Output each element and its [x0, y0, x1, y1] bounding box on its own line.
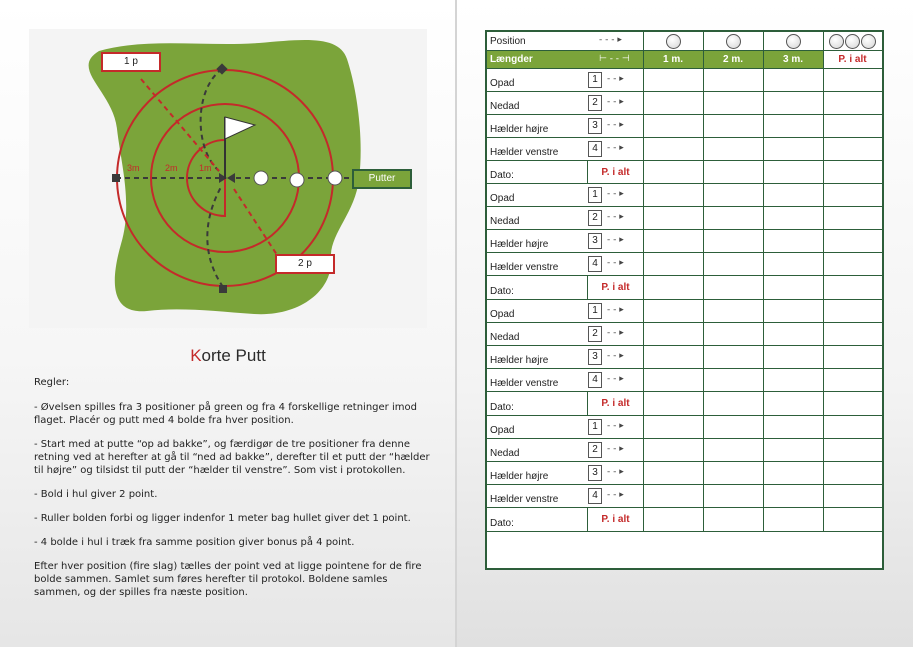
- direction-label: Nedad: [490, 216, 520, 227]
- column-divider: [643, 276, 644, 299]
- column-divider: [703, 253, 704, 275]
- dist-3m-label: 3m: [127, 163, 140, 173]
- total-cell[interactable]: [703, 392, 763, 415]
- score-cell[interactable]: [703, 230, 763, 252]
- ball-position-total: [823, 32, 882, 50]
- column-divider: [643, 230, 644, 252]
- score-row: [487, 369, 882, 392]
- score-cell[interactable]: [643, 253, 703, 275]
- direction-label: Opad: [490, 425, 515, 436]
- score-cell[interactable]: [823, 253, 882, 275]
- score-cell[interactable]: [763, 300, 823, 322]
- score-cell[interactable]: [703, 92, 763, 114]
- arrow-icon: - - ▸: [607, 212, 624, 222]
- score-row: [487, 230, 882, 253]
- column-divider: [763, 69, 764, 91]
- direction-label: Nedad: [490, 448, 520, 459]
- score-cell[interactable]: [823, 230, 882, 252]
- column-divider: [703, 300, 704, 322]
- direction-label: Hælder højre: [490, 355, 549, 366]
- column-divider: [643, 323, 644, 345]
- score-row: [487, 462, 882, 485]
- column-divider: [823, 92, 824, 114]
- direction-number: 4: [588, 141, 602, 157]
- direction-number: 4: [588, 256, 602, 272]
- score-row: [487, 115, 882, 138]
- column-divider: [763, 346, 764, 368]
- direction-label: Hælder venstre: [490, 262, 559, 273]
- column-divider: [823, 369, 824, 391]
- date-row: [487, 276, 882, 300]
- column-divider: [703, 485, 704, 507]
- column-divider: [703, 115, 704, 137]
- position-row: [487, 32, 882, 51]
- column-divider: [823, 253, 824, 275]
- score-cell[interactable]: [763, 138, 823, 160]
- column-divider: [703, 346, 704, 368]
- golf-ball-icon: [666, 34, 681, 49]
- score-cell[interactable]: [823, 69, 882, 91]
- direction-number: 3: [588, 233, 602, 249]
- direction-label: Opad: [490, 193, 515, 204]
- score-cell[interactable]: [823, 346, 882, 368]
- score-cell[interactable]: [703, 462, 763, 484]
- direction-number: 2: [588, 95, 602, 111]
- score-cell[interactable]: [643, 462, 703, 484]
- score-cell[interactable]: [823, 439, 882, 461]
- column-divider: [703, 161, 704, 183]
- column-divider: [823, 207, 824, 229]
- total-cell[interactable]: [763, 508, 823, 531]
- ball-1: [254, 171, 268, 185]
- column-divider: [763, 485, 764, 507]
- page-title: Korte Putt: [190, 346, 266, 365]
- column-divider: [703, 32, 704, 50]
- column-divider: [703, 138, 704, 160]
- column-divider: [643, 51, 644, 68]
- direction-number: 3: [588, 118, 602, 134]
- score-cell[interactable]: [823, 323, 882, 345]
- column-divider: [643, 184, 644, 206]
- column-divider: [643, 300, 644, 322]
- date-label: Dato:: [490, 170, 514, 181]
- score-cell[interactable]: [823, 416, 882, 438]
- golf-ball-icon: [845, 34, 860, 49]
- date-label: Dato:: [490, 286, 514, 297]
- column-divider: [703, 184, 704, 206]
- total-cell[interactable]: [643, 276, 703, 299]
- score-row: [487, 92, 882, 115]
- total-cell[interactable]: [703, 161, 763, 183]
- column-divider: [703, 69, 704, 91]
- date-label: Dato:: [490, 518, 514, 529]
- column-divider: [703, 462, 704, 484]
- date-total-label: P. i alt: [587, 161, 643, 183]
- rules-heading: Regler:: [34, 377, 70, 388]
- marker-left: [112, 174, 120, 182]
- score-cell[interactable]: [703, 485, 763, 507]
- golf-ball-icon: [786, 34, 801, 49]
- column-divider: [823, 300, 824, 322]
- direction-label: Hælder højre: [490, 124, 549, 135]
- column-divider: [763, 462, 764, 484]
- score-cell[interactable]: [703, 300, 763, 322]
- column-divider: [823, 439, 824, 461]
- golf-ball-icon: [861, 34, 876, 49]
- arrow-icon: - - ▸: [607, 421, 624, 431]
- dist-2m-label: 2m: [165, 163, 178, 173]
- column-divider: [763, 392, 764, 415]
- column-divider: [643, 69, 644, 91]
- score-cell[interactable]: [643, 439, 703, 461]
- column-divider: [823, 392, 824, 415]
- score-cell[interactable]: [703, 369, 763, 391]
- direction-number: 1: [588, 303, 602, 319]
- column-divider: [643, 115, 644, 137]
- direction-number: 2: [588, 210, 602, 226]
- direction-number: 1: [588, 72, 602, 88]
- column-divider: [763, 508, 764, 531]
- column-divider: [823, 184, 824, 206]
- direction-label: Hælder højre: [490, 471, 549, 482]
- column-divider: [763, 323, 764, 345]
- column-divider: [643, 462, 644, 484]
- score-cell[interactable]: [643, 323, 703, 345]
- score-cell[interactable]: [763, 439, 823, 461]
- date-row: [487, 508, 882, 532]
- column-divider: [763, 439, 764, 461]
- ball-position-2: [703, 32, 763, 50]
- total-cell[interactable]: [703, 508, 763, 531]
- score-row: [487, 439, 882, 462]
- total-cell[interactable]: [823, 392, 882, 415]
- column-divider: [823, 230, 824, 252]
- column-divider: [703, 508, 704, 531]
- score-cell[interactable]: [703, 439, 763, 461]
- column-divider: [703, 392, 704, 415]
- direction-label: Nedad: [490, 332, 520, 343]
- direction-label: Hælder venstre: [490, 378, 559, 389]
- score-cell[interactable]: [703, 323, 763, 345]
- column-divider: [823, 346, 824, 368]
- column-divider: [703, 323, 704, 345]
- score-row: [487, 323, 882, 346]
- total-cell[interactable]: [823, 508, 882, 531]
- column-divider: [763, 416, 764, 438]
- column-divider: [823, 416, 824, 438]
- date-total-label: P. i alt: [587, 276, 643, 299]
- score-cell[interactable]: [643, 184, 703, 206]
- score-cell[interactable]: [823, 485, 882, 507]
- position-label: Position: [490, 35, 526, 47]
- score-cell[interactable]: [643, 346, 703, 368]
- rule-paragraph: - Ruller bolden forbi og ligger indenfor 1 meter bag hullet giver det 1 point.: [34, 513, 411, 524]
- column-divider: [763, 230, 764, 252]
- score-cell[interactable]: [643, 300, 703, 322]
- direction-number: 2: [588, 326, 602, 342]
- score-row: [487, 207, 882, 230]
- page-fold: [455, 0, 457, 647]
- score-cell[interactable]: [763, 92, 823, 114]
- score-cell[interactable]: [763, 346, 823, 368]
- callout-putter: Putter: [352, 169, 412, 189]
- column-divider: [703, 369, 704, 391]
- score-cell[interactable]: [643, 115, 703, 137]
- column-divider: [643, 92, 644, 114]
- direction-number: 1: [588, 419, 602, 435]
- arrow-icon: - - ▸: [607, 444, 624, 454]
- score-cell[interactable]: [823, 184, 882, 206]
- score-cell[interactable]: [643, 92, 703, 114]
- column-divider: [643, 207, 644, 229]
- score-cell[interactable]: [703, 184, 763, 206]
- score-row: [487, 69, 882, 92]
- score-cell[interactable]: [763, 230, 823, 252]
- ball-position-1: [643, 32, 703, 50]
- column-divider: [823, 462, 824, 484]
- direction-number: 2: [588, 442, 602, 458]
- arrow-icon: - - ▸: [607, 120, 624, 130]
- score-cell[interactable]: [763, 462, 823, 484]
- column-divider: [643, 32, 644, 50]
- score-row: [487, 184, 882, 207]
- total-header: P. i alt: [823, 51, 882, 68]
- score-cell[interactable]: [823, 207, 882, 229]
- total-cell[interactable]: [703, 276, 763, 299]
- score-cell[interactable]: [703, 138, 763, 160]
- direction-number: 1: [588, 187, 602, 203]
- score-cell[interactable]: [823, 462, 882, 484]
- range-icon: ⊢ - - ⊣: [599, 54, 630, 64]
- score-cell[interactable]: [763, 416, 823, 438]
- column-divider: [763, 161, 764, 183]
- column-divider: [703, 207, 704, 229]
- date-total-label: P. i alt: [587, 508, 643, 531]
- arrow-icon: - - ▸: [607, 189, 624, 199]
- rule-paragraph: - 4 bolde i hul i træk fra samme position giver bonus på 4 point.: [34, 537, 355, 548]
- total-cell[interactable]: [763, 392, 823, 415]
- date-total-label: P. i alt: [587, 392, 643, 415]
- direction-label: Hælder venstre: [490, 147, 559, 158]
- column-divider: [643, 485, 644, 507]
- ball-position-3: [763, 32, 823, 50]
- date-label: Dato:: [490, 402, 514, 413]
- arrow-icon: - - ▸: [607, 235, 624, 245]
- score-cell[interactable]: [823, 138, 882, 160]
- column-divider: [703, 230, 704, 252]
- arrow-icon: - - ▸: [607, 490, 624, 500]
- column-divider: [643, 253, 644, 275]
- column-divider: [823, 69, 824, 91]
- total-cell[interactable]: [643, 508, 703, 531]
- column-divider: [643, 392, 644, 415]
- column-divider: [763, 138, 764, 160]
- rules-text: [34, 376, 430, 610]
- dist-1m-label: 1m: [199, 163, 212, 173]
- laengder-row: [487, 51, 882, 69]
- score-cell[interactable]: [763, 115, 823, 137]
- arrow-icon: - - ▸: [607, 143, 624, 153]
- score-cell[interactable]: [763, 253, 823, 275]
- score-row: [487, 485, 882, 508]
- ball-3: [328, 171, 342, 185]
- arrow-icon: - - - ▸: [599, 35, 622, 45]
- column-divider: [823, 51, 824, 68]
- score-cell[interactable]: [823, 92, 882, 114]
- direction-label: Hælder højre: [490, 239, 549, 250]
- total-cell[interactable]: [763, 276, 823, 299]
- column-divider: [703, 92, 704, 114]
- score-cell[interactable]: [643, 138, 703, 160]
- score-sheet: [485, 30, 884, 570]
- column-divider: [763, 276, 764, 299]
- score-row: [487, 300, 882, 323]
- score-cell[interactable]: [703, 69, 763, 91]
- score-cell[interactable]: [763, 69, 823, 91]
- column-divider: [763, 115, 764, 137]
- ball-2: [290, 173, 304, 187]
- column-divider: [643, 369, 644, 391]
- column-divider: [703, 276, 704, 299]
- distance-2: 2 m.: [722, 54, 743, 65]
- column-divider: [643, 439, 644, 461]
- score-cell[interactable]: [703, 346, 763, 368]
- score-cell[interactable]: [703, 253, 763, 275]
- direction-label: Opad: [490, 309, 515, 320]
- score-row: [487, 416, 882, 439]
- rule-paragraph: - Øvelsen spilles fra 3 positioner på green og fra 4 forskellige retninger imod flaget. Placér og putt med 4 bolde fra hver position.: [34, 402, 417, 426]
- column-divider: [643, 346, 644, 368]
- column-divider: [823, 323, 824, 345]
- column-divider: [763, 184, 764, 206]
- score-cell[interactable]: [703, 207, 763, 229]
- column-divider: [643, 508, 644, 531]
- score-row: [487, 346, 882, 369]
- rule-paragraph: - Bold i hul giver 2 point.: [34, 489, 158, 500]
- score-row: [487, 253, 882, 276]
- column-divider: [823, 276, 824, 299]
- score-row: [487, 138, 882, 161]
- column-divider: [823, 485, 824, 507]
- distance-1: 1 m.: [662, 54, 683, 65]
- marker-bottom: [219, 285, 227, 293]
- golf-ball-icon: [829, 34, 844, 49]
- arrow-icon: - - ▸: [607, 374, 624, 384]
- rule-paragraph: Efter hver position (fire slag) tælles der point ved at ligge pointene for de fire bolde sammen. Samlet sum føres herefter til protokol. Boldene samles sammen, og der spilles fra næste position.: [34, 561, 422, 598]
- score-cell[interactable]: [643, 230, 703, 252]
- direction-label: Hælder venstre: [490, 494, 559, 505]
- direction-label: Nedad: [490, 101, 520, 112]
- total-cell[interactable]: [823, 161, 882, 183]
- column-divider: [643, 416, 644, 438]
- putting-diagram: [29, 29, 427, 328]
- score-cell[interactable]: [763, 323, 823, 345]
- column-divider: [763, 207, 764, 229]
- score-cell[interactable]: [703, 115, 763, 137]
- column-divider: [823, 508, 824, 531]
- total-cell[interactable]: [823, 276, 882, 299]
- score-cell[interactable]: [823, 300, 882, 322]
- total-cell[interactable]: [763, 161, 823, 183]
- arrow-icon: - - ▸: [607, 74, 624, 84]
- column-divider: [643, 138, 644, 160]
- direction-number: 4: [588, 372, 602, 388]
- column-divider: [643, 161, 644, 183]
- date-row: [487, 392, 882, 416]
- arrow-icon: - - ▸: [607, 258, 624, 268]
- total-cell[interactable]: [643, 161, 703, 183]
- column-divider: [763, 253, 764, 275]
- column-divider: [763, 32, 764, 50]
- total-cell[interactable]: [643, 392, 703, 415]
- score-cell[interactable]: [643, 369, 703, 391]
- arrow-icon: - - ▸: [607, 351, 624, 361]
- score-cell[interactable]: [643, 69, 703, 91]
- column-divider: [703, 439, 704, 461]
- callout-1p: 1 p: [101, 52, 161, 72]
- score-cell[interactable]: [643, 416, 703, 438]
- score-cell[interactable]: [643, 207, 703, 229]
- direction-number: 3: [588, 465, 602, 481]
- score-cell[interactable]: [643, 485, 703, 507]
- laengder-label: Længder: [490, 54, 533, 65]
- direction-number: 3: [588, 349, 602, 365]
- score-cell[interactable]: [823, 115, 882, 137]
- arrow-icon: - - ▸: [607, 328, 624, 338]
- column-divider: [823, 115, 824, 137]
- column-divider: [763, 51, 764, 68]
- arrow-icon: - - ▸: [607, 97, 624, 107]
- golf-ball-icon: [726, 34, 741, 49]
- column-divider: [763, 369, 764, 391]
- arrow-icon: - - ▸: [607, 467, 624, 477]
- score-cell[interactable]: [763, 207, 823, 229]
- arrow-icon: - - ▸: [607, 305, 624, 315]
- direction-number: 4: [588, 488, 602, 504]
- column-divider: [763, 92, 764, 114]
- distance-3: 3 m.: [782, 54, 803, 65]
- score-cell[interactable]: [763, 184, 823, 206]
- score-cell[interactable]: [763, 485, 823, 507]
- score-cell[interactable]: [823, 369, 882, 391]
- rule-paragraph: - Start med at putte “op ad bakke”, og færdigør de tre positioner fra denne retning ved at herefter at gå til “ned ad bakke”, derefter til et putt der “hælder til højre” og tilsidst til putt der “hælder til venstre”. Som vist i protokollen.: [34, 439, 430, 476]
- column-divider: [703, 51, 704, 68]
- date-row: [487, 161, 882, 184]
- column-divider: [823, 161, 824, 183]
- score-cell[interactable]: [703, 416, 763, 438]
- column-divider: [823, 138, 824, 160]
- score-cell[interactable]: [763, 369, 823, 391]
- direction-label: Opad: [490, 78, 515, 89]
- column-divider: [823, 32, 824, 50]
- column-divider: [703, 416, 704, 438]
- callout-2p: 2 p: [275, 254, 335, 274]
- column-divider: [763, 300, 764, 322]
